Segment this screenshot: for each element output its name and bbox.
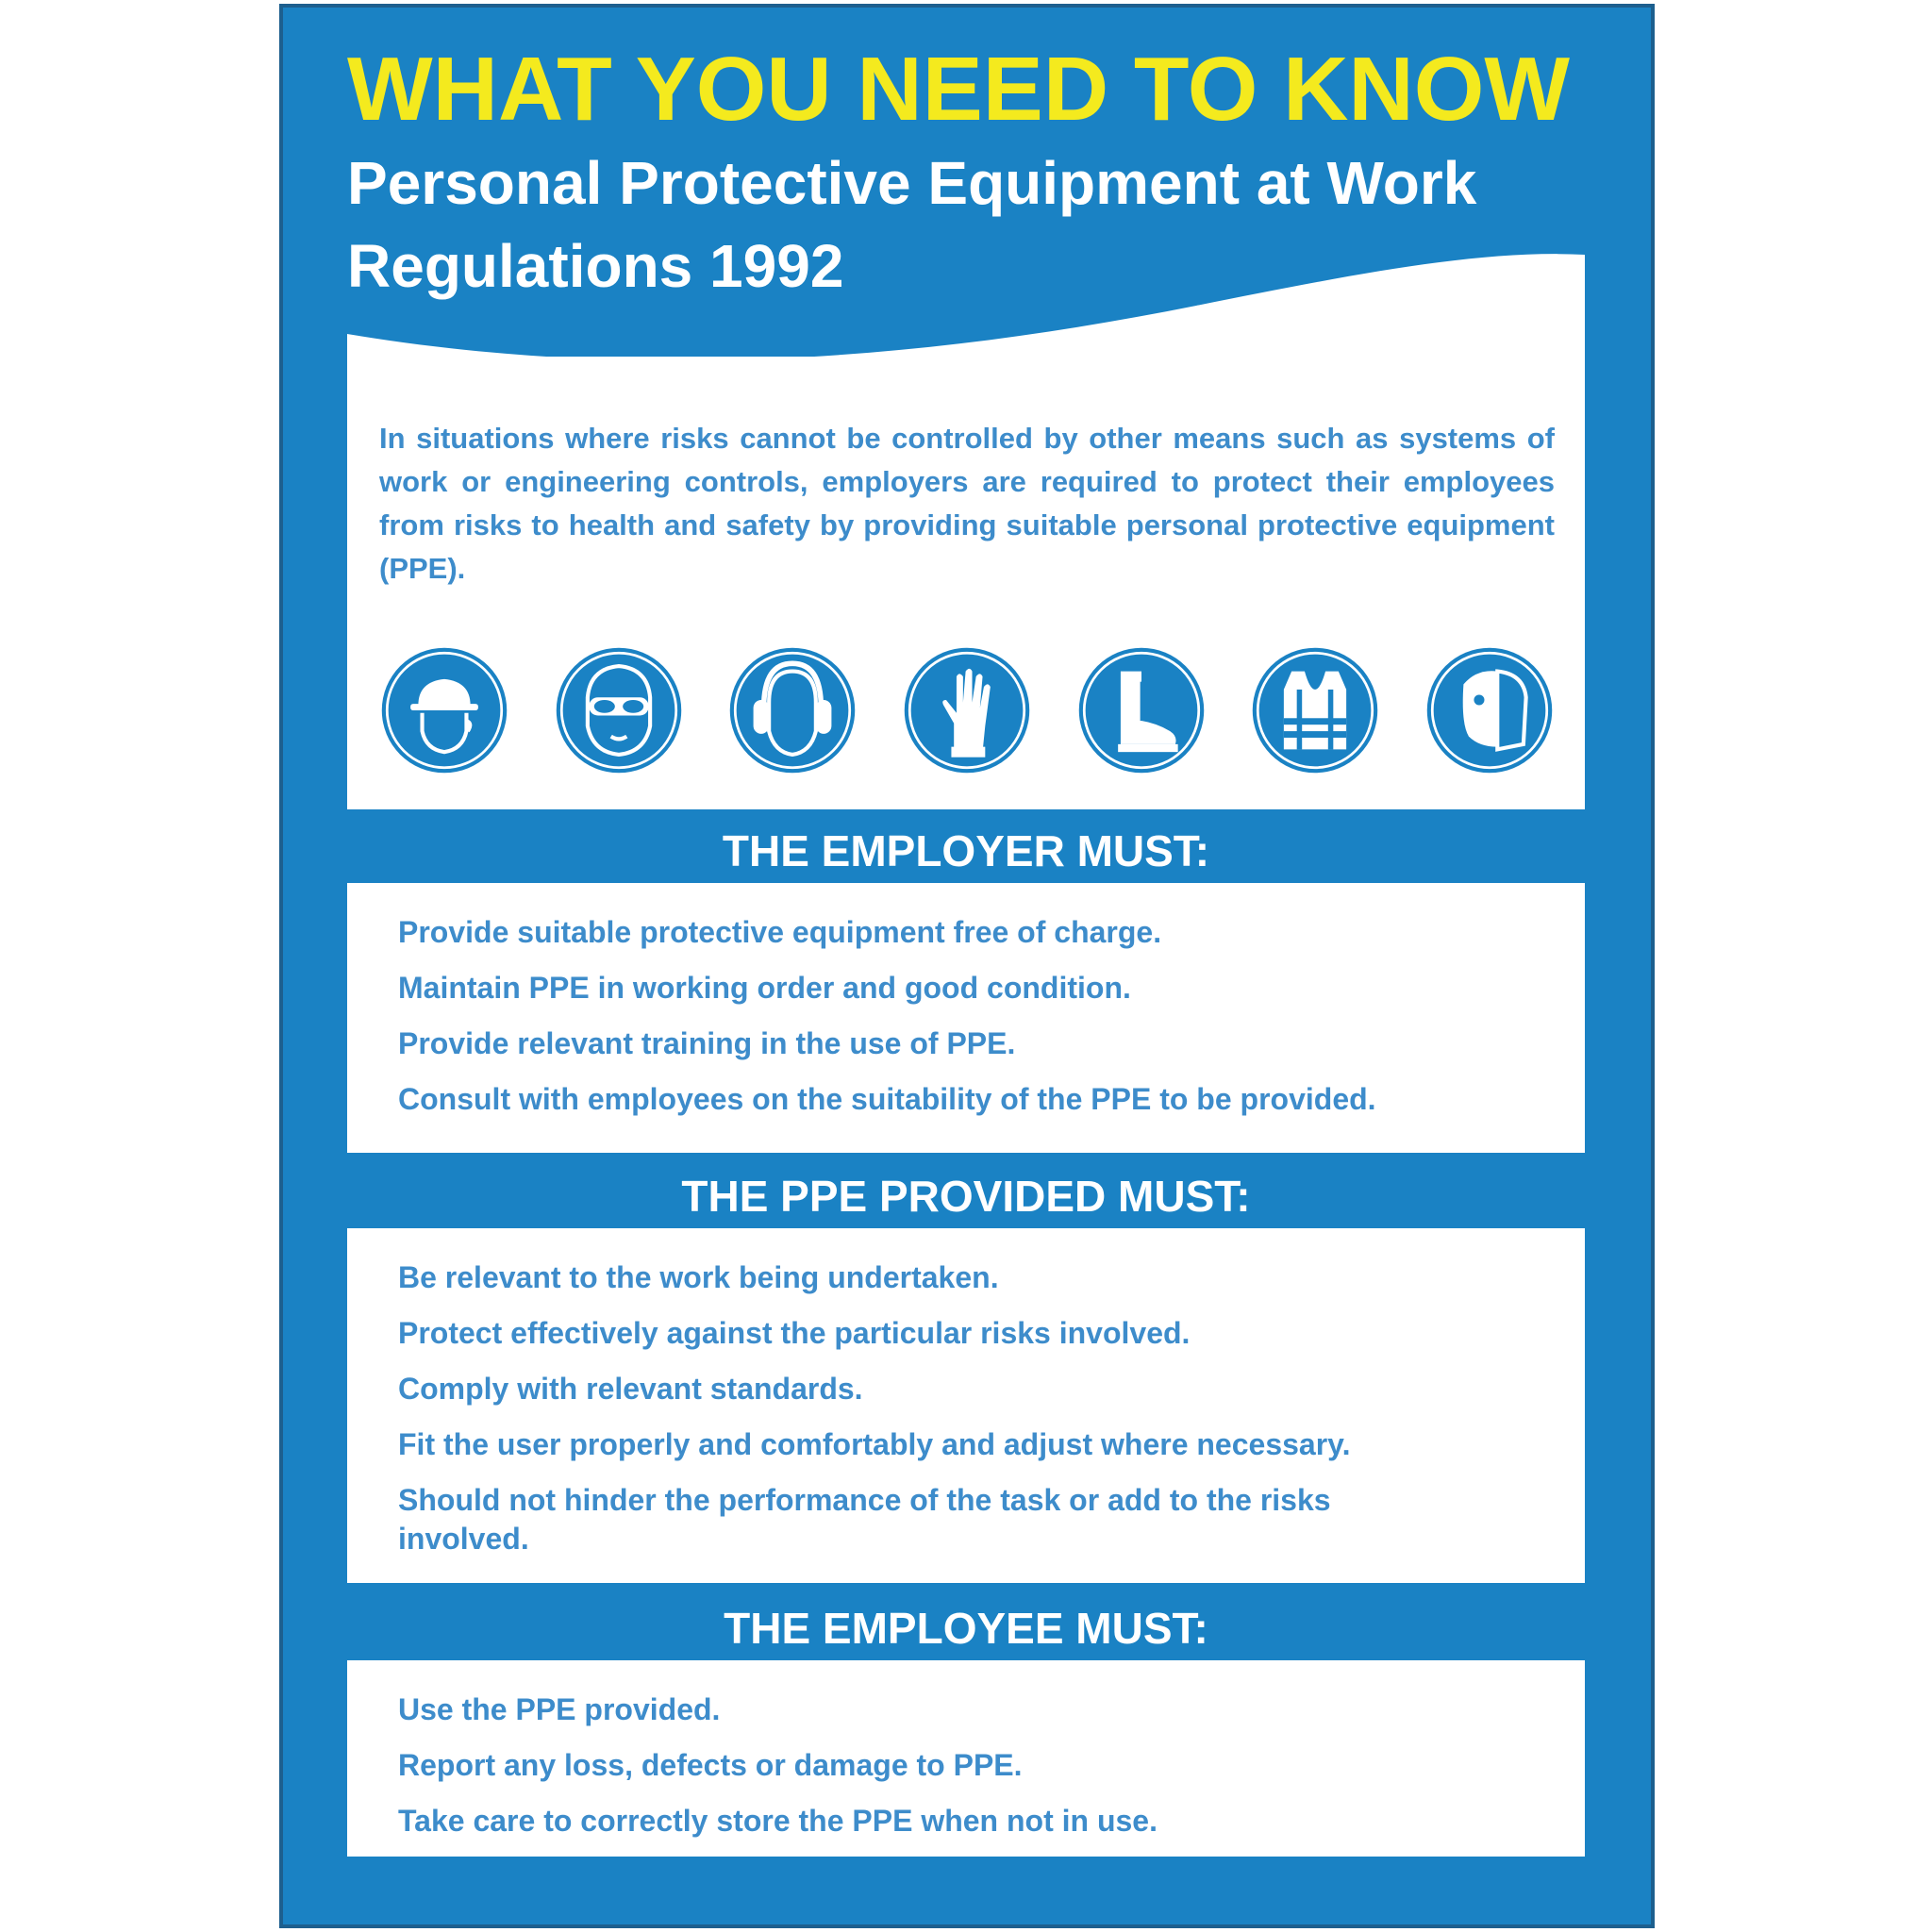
list-item: Maintain PPE in working order and good condition. bbox=[398, 971, 1131, 1005]
list-item: Consult with employees on the suitability of the PPE to be provided. bbox=[398, 1082, 1376, 1116]
wave-divider bbox=[347, 249, 1585, 358]
poster-title: WHAT YOU NEED TO KNOW bbox=[347, 39, 1570, 140]
list-item: Provide suitable protective equipment free of charge. bbox=[398, 915, 1162, 949]
list-item: Provide relevant training in the use of PPE. bbox=[398, 1026, 1016, 1060]
list-item: Use the PPE provided. bbox=[398, 1692, 721, 1726]
list-item: Take care to correctly store the PPE when not in use. bbox=[398, 1804, 1158, 1838]
safety-gloves-icon bbox=[902, 645, 1032, 775]
intro-text: In situations where risks cannot be controlled by other means such as systems of work or engineering controls, employers are required to protect their employees from risks to health and safety by providing suitable personal protective equipment (PPE). bbox=[379, 422, 1555, 585]
employee-list bbox=[398, 1690, 1547, 1840]
hi-vis-vest-icon bbox=[1250, 645, 1380, 775]
ppe-icon-row bbox=[379, 645, 1555, 774]
intro-panel bbox=[347, 357, 1585, 809]
safety-goggles-icon bbox=[554, 645, 684, 775]
employer-list bbox=[398, 913, 1547, 1119]
ppe-provided-heading: THE PPE PROVIDED MUST: bbox=[681, 1172, 1251, 1221]
face-shield-icon bbox=[1424, 645, 1555, 775]
poster-subtitle: Personal Protective Equipment at Work Regulations 1992 bbox=[347, 149, 1477, 300]
list-item: Fit the user properly and comfortably and adjust where necessary. bbox=[398, 1427, 1351, 1461]
employee-heading: THE EMPLOYEE MUST: bbox=[724, 1604, 1208, 1653]
list-item: Comply with relevant standards. bbox=[398, 1372, 863, 1406]
safety-boots-icon bbox=[1076, 645, 1207, 775]
list-item: Be relevant to the work being undertaken. bbox=[398, 1260, 999, 1294]
ppe-provided-list bbox=[398, 1258, 1547, 1558]
employer-heading: THE EMPLOYER MUST: bbox=[722, 826, 1210, 875]
employer-panel bbox=[347, 883, 1585, 1153]
ear-defenders-icon bbox=[727, 645, 858, 775]
ppe-regulations-poster bbox=[279, 4, 1655, 1928]
hard-hat-icon bbox=[379, 645, 509, 775]
employee-panel bbox=[347, 1660, 1585, 1857]
ppe-provided-panel bbox=[347, 1228, 1585, 1583]
list-item: Should not hinder the performance of the task or add to the risks involved. bbox=[398, 1483, 1331, 1556]
list-item: Report any loss, defects or damage to PPE. bbox=[398, 1748, 1023, 1782]
list-item: Protect effectively against the particular risks involved. bbox=[398, 1316, 1191, 1350]
